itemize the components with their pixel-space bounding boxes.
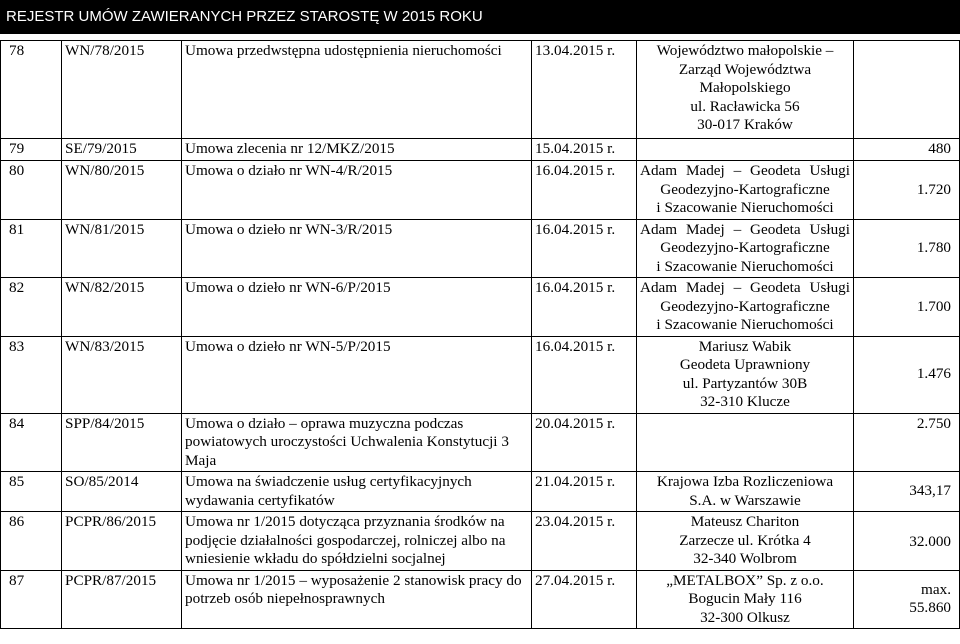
contracts-table <box>0 40 960 629</box>
table-row <box>1 570 960 629</box>
register-header <box>0 0 960 34</box>
contract-amount: 32.000 <box>854 512 960 571</box>
table-row <box>1 472 960 512</box>
contract-number: SO/85/2014 <box>62 472 182 512</box>
contract-date: 21.04.2015 r. <box>532 472 637 512</box>
contract-amount: 480 <box>854 139 960 161</box>
party-line: 32-300 Olkusz <box>700 608 790 626</box>
table-row <box>1 161 960 220</box>
contract-date: 27.04.2015 r. <box>532 570 637 629</box>
party-line: Małopolskiego <box>699 79 791 96</box>
contract-date: 23.04.2015 r. <box>532 512 637 571</box>
contract-subject: Umowa o dzieło nr WN-3/R/2015 <box>182 219 532 278</box>
row-number: 87 <box>1 570 62 629</box>
party-line: 30-017 Kraków <box>697 116 793 133</box>
contract-amount: 1.780 <box>854 219 960 278</box>
contract-subject: Umowa o dzieło nr WN-6/P/2015 <box>182 278 532 337</box>
contract-amount: 343,17 <box>854 472 960 512</box>
contract-date: 16.04.2015 r. <box>532 336 637 413</box>
contract-date: 16.04.2015 r. <box>532 219 637 278</box>
table-row <box>1 219 960 278</box>
table-row <box>1 512 960 571</box>
row-number: 81 <box>1 219 62 278</box>
party-line: Geodezyjno-Kartograficzne <box>660 297 830 315</box>
contract-subject: Umowa o działo – oprawa muzyczna podczas powiatowych uroczystości Uchwalenia Konstytucji 3 Maja <box>182 413 532 472</box>
contract-amount: 2.750 <box>854 413 960 472</box>
contract-number: WN/80/2015 <box>62 161 182 220</box>
row-number: 83 <box>1 336 62 413</box>
party-line: S.A. w Warszawie <box>689 491 801 509</box>
contract-number: SE/79/2015 <box>62 139 182 161</box>
contract-date: 15.04.2015 r. <box>532 139 637 161</box>
contract-amount: 1.476 <box>854 336 960 413</box>
party-line: „METALBOX” Sp. z o.o. <box>666 571 824 589</box>
contract-party <box>637 161 854 220</box>
row-number: 79 <box>1 139 62 161</box>
contract-amount: 1.700 <box>854 278 960 337</box>
row-number: 80 <box>1 161 62 220</box>
party-line: 32-310 Klucze <box>700 393 790 410</box>
table-row <box>1 41 960 139</box>
register-title: REJESTR UMÓW ZAWIERANYCH PRZEZ STAROSTĘ W 2015 ROKU <box>6 8 483 25</box>
contract-date: 16.04.2015 r. <box>532 278 637 337</box>
party-line: ul. Racławicka 56 <box>690 97 800 115</box>
party-line: ul. Partyzantów 30B <box>682 374 808 392</box>
table-row <box>1 336 960 413</box>
contract-amount: max. 55.860 <box>854 570 960 629</box>
contract-number: WN/83/2015 <box>62 336 182 413</box>
party-line: Zarząd Województwa <box>678 60 812 78</box>
contract-party <box>637 570 854 629</box>
contract-subject: Umowa o działo nr WN-4/R/2015 <box>182 161 532 220</box>
contract-party <box>637 336 854 413</box>
contract-party <box>637 219 854 278</box>
party-line: i Szacowanie Nieruchomości <box>656 257 834 275</box>
contract-number: PCPR/86/2015 <box>62 512 182 571</box>
contract-subject: Umowa nr 1/2015 – wyposażenie 2 stanowisk pracy do potrzeb osób niepełnosprawnych <box>182 570 532 629</box>
party-line: Adam Madej – Geodeta Usługi <box>640 279 850 296</box>
row-number: 85 <box>1 472 62 512</box>
contract-party <box>637 512 854 571</box>
contract-number: WN/78/2015 <box>62 41 182 139</box>
party-line: Województwo małopolskie – <box>656 42 834 59</box>
row-number: 84 <box>1 413 62 472</box>
party-line: Adam Madej – Geodeta Usługi <box>640 162 850 179</box>
contract-subject: Umowa o dzieło nr WN-5/P/2015 <box>182 336 532 413</box>
contract-party <box>637 472 854 512</box>
party-line: Mateusz Chariton <box>690 513 800 530</box>
party-line: Geodezyjno-Kartograficzne <box>660 239 830 256</box>
contract-number: WN/82/2015 <box>62 278 182 337</box>
row-number: 86 <box>1 512 62 571</box>
row-number: 78 <box>1 41 62 139</box>
contract-subject: Umowa na świadczenie usług certyfikacyjnych wydawania certyfikatów <box>182 472 532 512</box>
contract-date: 13.04.2015 r. <box>532 41 637 139</box>
table-row <box>1 413 960 472</box>
contract-number: WN/81/2015 <box>62 219 182 278</box>
contract-subject: Umowa zlecenia nr 12/MKZ/2015 <box>182 139 532 161</box>
contract-date: 20.04.2015 r. <box>532 413 637 472</box>
party-line: Bogucin Mały 116 <box>688 590 802 607</box>
party-line: Mariusz Wabik <box>698 337 792 355</box>
party-line: Krajowa Izba Rozliczeniowa <box>656 473 834 490</box>
party-line: Geodezyjno-Kartograficzne <box>660 180 830 198</box>
contract-subject: Umowa nr 1/2015 dotycząca przyznania środków na podjęcie działalności gospodarczej, rolniczej albo na wniesienie wkładu do spółdzielni socjalnej <box>182 512 532 571</box>
contract-party <box>637 41 854 139</box>
party-line: Zarzecze ul. Krótka 4 <box>679 531 811 549</box>
contract-party <box>637 139 854 161</box>
table-row <box>1 139 960 161</box>
contract-number: PCPR/87/2015 <box>62 570 182 629</box>
contract-amount <box>854 41 960 139</box>
table-row <box>1 278 960 337</box>
contract-party <box>637 413 854 472</box>
party-line: i Szacowanie Nieruchomości <box>656 199 834 216</box>
contract-party <box>637 278 854 337</box>
party-line: Adam Madej – Geodeta Usługi <box>640 220 850 238</box>
row-number: 82 <box>1 278 62 337</box>
party-line: i Szacowanie Nieruchomości <box>656 316 834 333</box>
party-line: 32-340 Wolbrom <box>693 550 797 567</box>
contract-amount: 1.720 <box>854 161 960 220</box>
contract-date: 16.04.2015 r. <box>532 161 637 220</box>
party-line: Geodeta Uprawniony <box>679 356 811 373</box>
contract-subject: Umowa przedwstępna udostępnienia nieruchomości <box>182 41 532 139</box>
contract-number: SPP/84/2015 <box>62 413 182 472</box>
